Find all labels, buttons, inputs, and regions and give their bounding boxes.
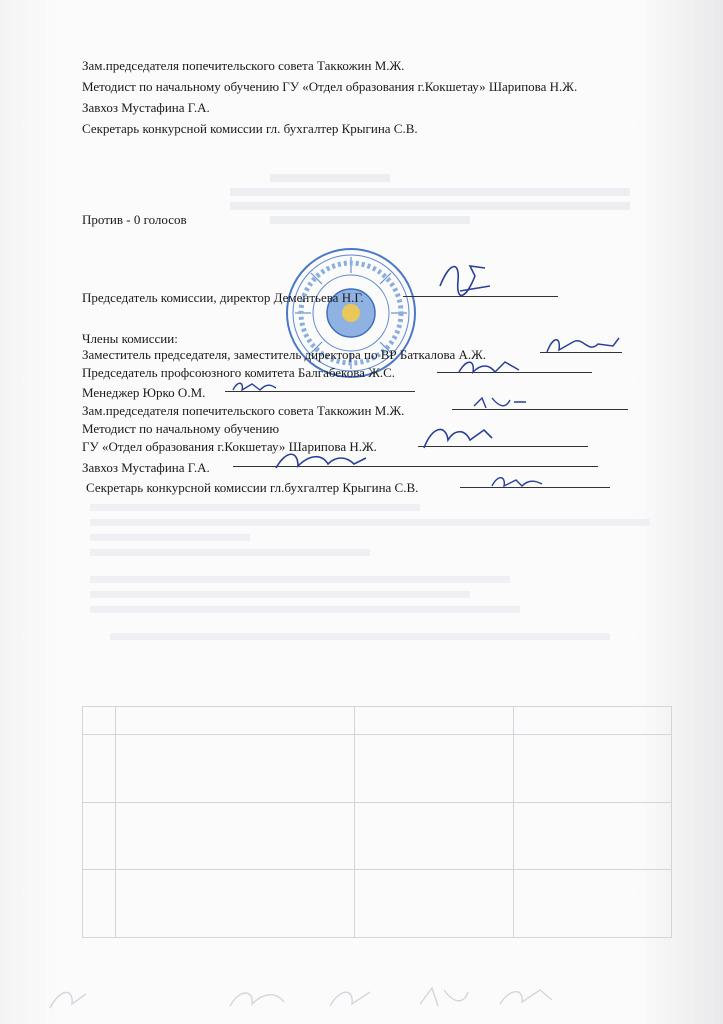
member-5a: Методист по начальному обучению <box>82 421 280 436</box>
bleed-through-text <box>230 170 650 250</box>
member-5b: ГУ «Отдел образования г.Кокшетау» Шарипова Н.Ж. <box>82 439 377 454</box>
bleed-through-table <box>82 706 672 938</box>
member-3: Менеджер Юрко О.М. <box>82 385 206 400</box>
top-line-3: Завхоз Мустафина Г.А. <box>82 100 210 115</box>
member-5-signature <box>418 420 498 456</box>
member-1: Заместитель председателя, заместитель директора по ВР Баткалова А.Ж. <box>82 347 487 362</box>
member-4: Зам.председателя попечительского совета Таккожин М.Ж. <box>82 403 405 418</box>
member-4-signature <box>470 394 530 412</box>
top-line-1: Зам.председателя попечительского совета Таккожин М.Ж. <box>82 58 405 73</box>
bleed-through-text-lower <box>90 500 660 690</box>
top-line-2: Методист по начальному обучению ГУ «Отдел образования г.Кокшетау» Шарипова Н.Ж. <box>82 79 578 94</box>
member-2: Председатель профсоюзного комитета Балгабекова Ж.С. <box>82 365 396 380</box>
member-3-signature <box>230 378 280 396</box>
chair-line: Председатель комиссии, директор Дементьева Н.Г. <box>82 290 364 305</box>
faint-bottom-signatures <box>40 980 600 1020</box>
member-6: Завхоз Мустафина Г.А. <box>82 460 210 475</box>
members-title: Члены комиссии: <box>82 331 178 346</box>
member-2-signature <box>455 356 525 380</box>
top-line-4: Секретарь конкурсной комиссии гл. бухгалтер Крыгина С.В. <box>82 121 418 136</box>
member-7-signature <box>488 472 548 492</box>
member-1-signature <box>543 332 623 360</box>
member-7: Секретарь конкурсной комиссии гл.бухгалтер Крыгина С.В. <box>86 480 419 495</box>
vote-against: Против - 0 голосов <box>82 212 187 227</box>
member-6-signature <box>270 446 370 476</box>
chair-signature <box>430 256 500 306</box>
